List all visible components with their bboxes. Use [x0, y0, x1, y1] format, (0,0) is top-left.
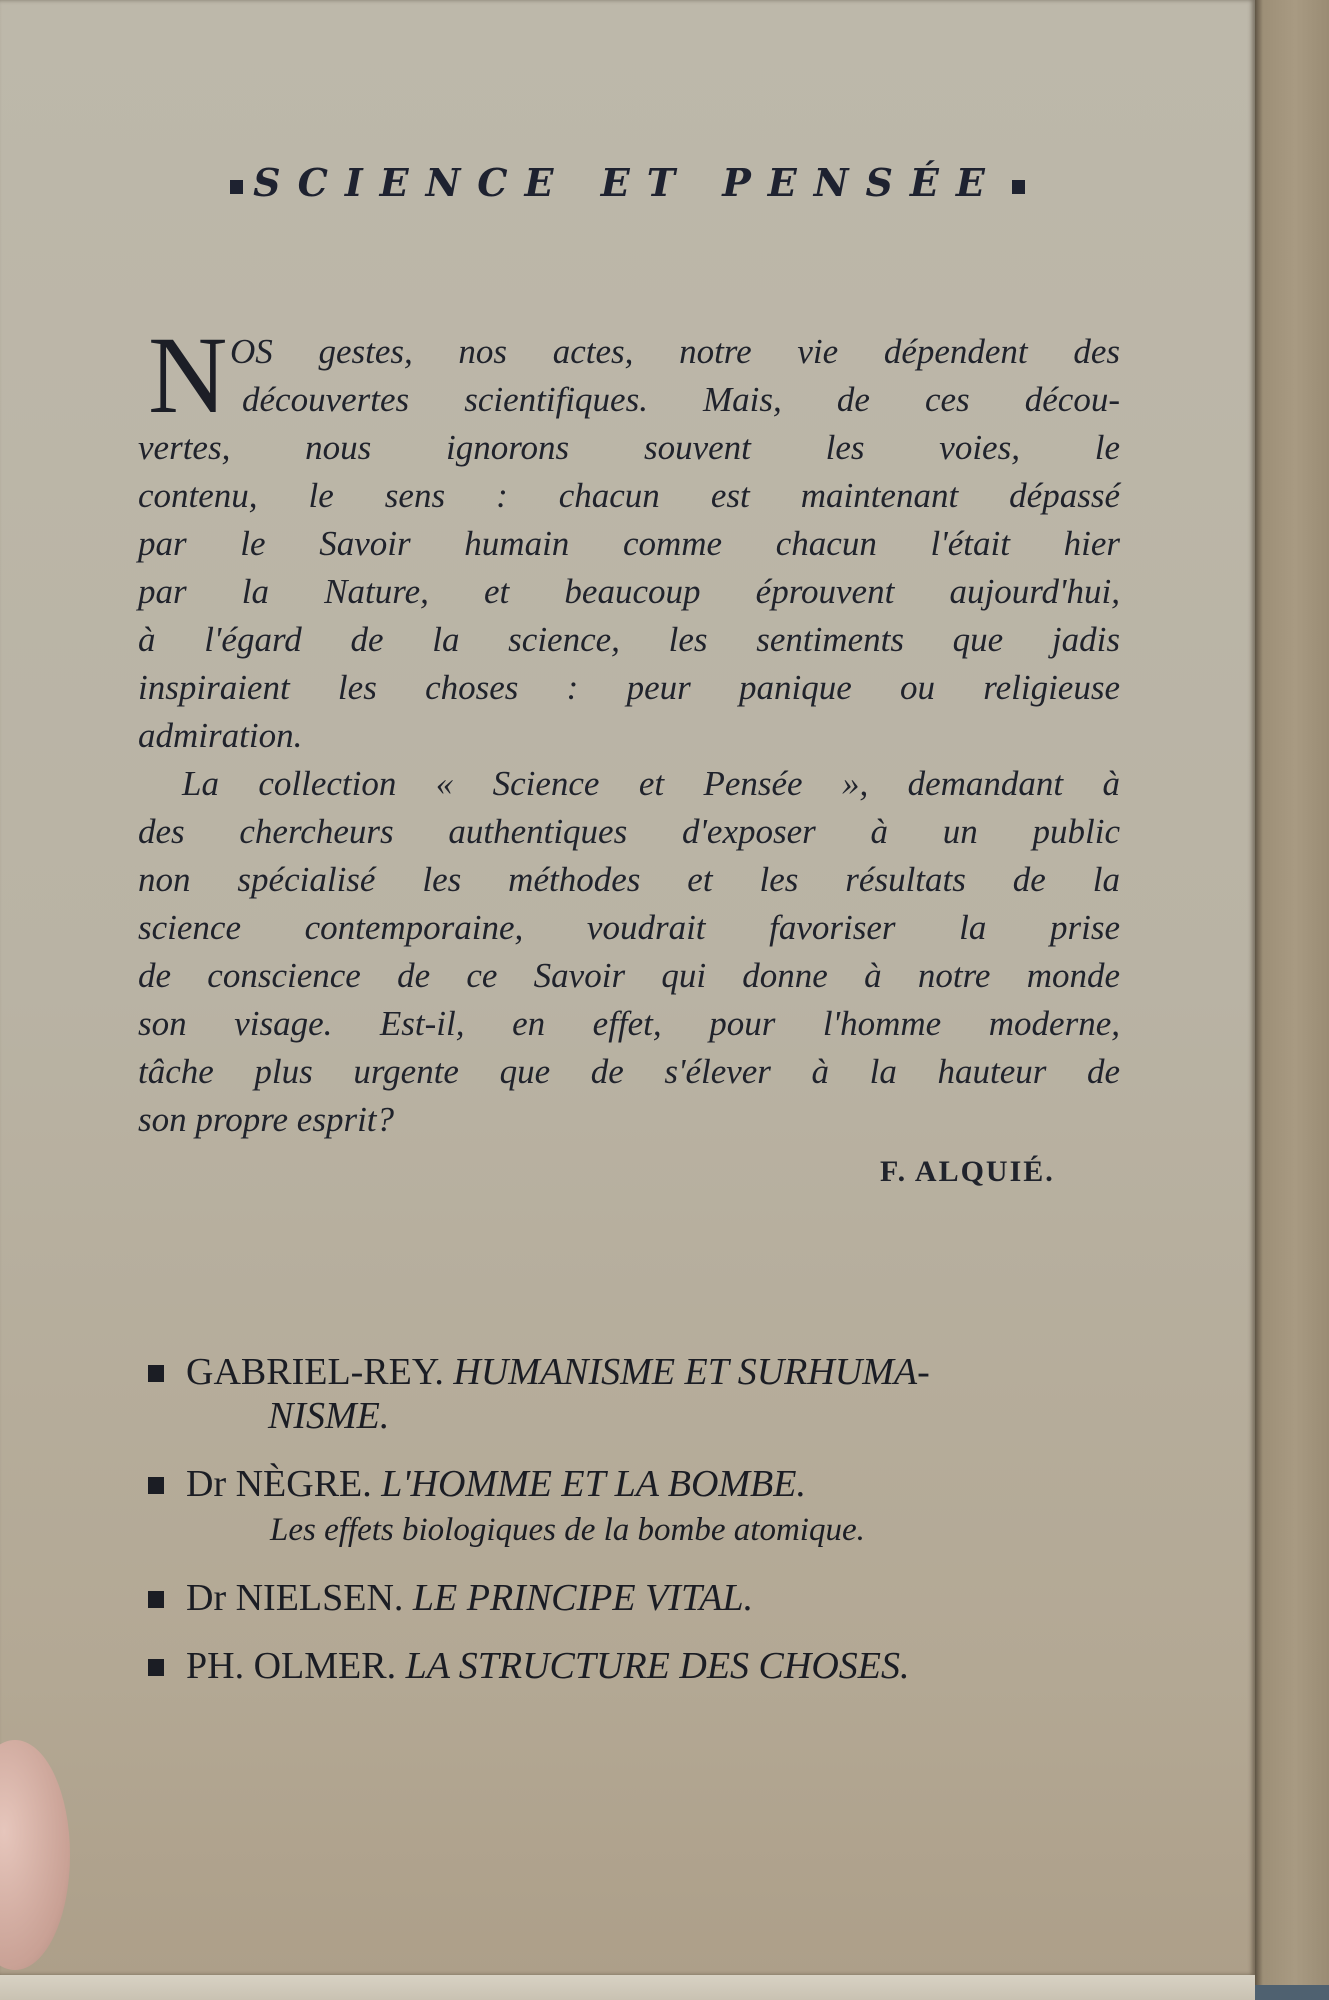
author: GABRIEL-REY. — [186, 1351, 444, 1393]
square-bullet-icon — [1012, 180, 1025, 194]
adjacent-page-edge — [1255, 0, 1329, 2000]
paragraph-1 — [138, 328, 1120, 760]
page-bottom-edge — [0, 1975, 1255, 2000]
drop-cap: N — [148, 314, 228, 436]
author: Dr NÈGRE. — [186, 1463, 372, 1505]
text-line: non spécialisé les méthodes et les résultats de la — [138, 860, 1120, 899]
collection-header — [0, 160, 1255, 205]
text-line: admiration. — [138, 716, 303, 755]
text-line: contenu, le sens : chacun est maintenant dépassé — [138, 476, 1120, 515]
book-title: LE PRINCIPE VITAL. — [412, 1577, 754, 1619]
bibliography-item — [148, 1350, 1128, 1438]
text-line: tâche plus urgente que de s'élever à la hauteur de — [138, 1052, 1120, 1091]
background-surface — [1255, 1985, 1329, 2000]
text-line: à l'égard de la science, les sentiments que jadis — [138, 620, 1120, 659]
text-line: OS gestes, nos actes, notre vie dépendent des — [230, 332, 1120, 371]
text-line: de conscience de ce Savoir qui donne à notre monde — [138, 956, 1120, 995]
book-title: LA STRUCTURE DES CHOSES. — [405, 1645, 910, 1687]
author: PH. OLMER. — [186, 1645, 397, 1687]
text-line: science contemporaine, voudrait favoriser la prise — [138, 908, 1120, 947]
square-bullet-icon — [148, 1659, 164, 1676]
square-bullet-icon — [148, 1591, 164, 1608]
book-subtitle: Les effets biologiques de la bombe atomique. — [270, 1512, 865, 1548]
bibliography-item — [148, 1644, 1128, 1688]
text-line: La collection « Science et Pensée », demandant à — [182, 764, 1120, 803]
text-line: son visage. Est-il, en effet, pour l'homme moderne, — [138, 1004, 1120, 1043]
text-line: par le Savoir humain comme chacun l'était hier — [138, 524, 1120, 563]
paragraph-2 — [138, 760, 1120, 1144]
book-title: L'HOMME ET LA BOMBE. — [381, 1463, 806, 1505]
author: Dr NIELSEN. — [186, 1577, 404, 1619]
text-line: découvertes scientifiques. Mais, de ces décou- — [242, 380, 1120, 419]
square-bullet-icon — [148, 1365, 164, 1382]
text-line: par la Nature, et beaucoup éprouvent aujourd'hui, — [138, 572, 1120, 611]
text-line: des chercheurs authentiques d'exposer à un public — [138, 812, 1120, 851]
bibliography-item — [148, 1576, 1128, 1620]
book-title: HUMANISME ET SURHUMA- — [453, 1351, 930, 1393]
text-line: son propre esprit? — [138, 1100, 395, 1139]
collection-title: SCIENCE ET PENSÉE — [253, 160, 1002, 205]
square-bullet-icon — [148, 1477, 164, 1494]
square-bullet-icon — [230, 180, 243, 194]
text-line: vertes, nous ignorons souvent les voies, le — [138, 428, 1120, 467]
bibliography-item — [148, 1462, 1128, 1552]
book-title-continued: NISME. — [268, 1395, 390, 1437]
text-line: inspiraient les choses : peur panique ou religieuse — [138, 668, 1120, 707]
signature: F. ALQUIÉ. — [880, 1155, 1055, 1188]
